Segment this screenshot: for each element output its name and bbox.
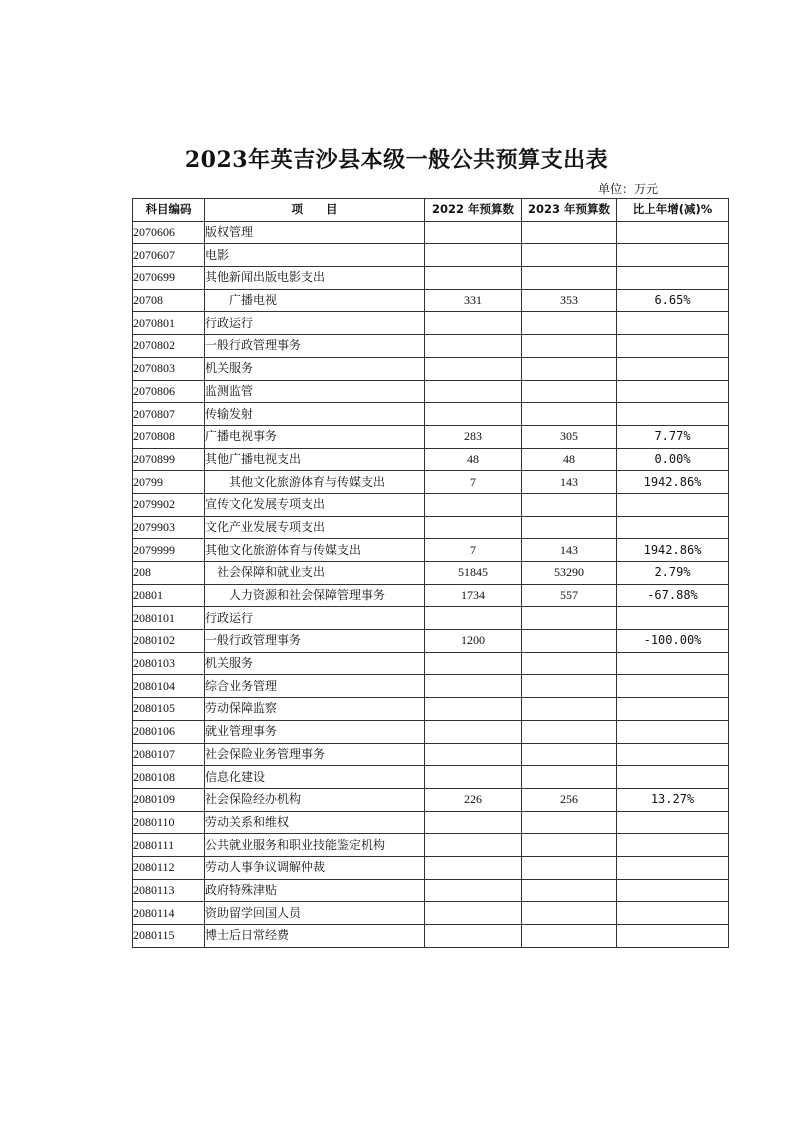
row-budget-2022 [425,335,522,358]
table-row [133,403,729,426]
row-code: 2080101 [133,607,205,630]
row-code: 2080111 [133,834,205,857]
table-row [133,584,729,607]
header-change: 比上年增(减)% [617,199,729,222]
row-budget-2022 [425,879,522,902]
table-row [133,856,729,879]
row-budget-2023 [522,720,617,743]
row-code: 20708 [133,289,205,312]
row-code: 2070801 [133,312,205,335]
row-budget-2023 [522,267,617,290]
row-item-name: 博士后日常经费 [205,925,425,948]
row-change [617,879,729,902]
row-code: 2080103 [133,652,205,675]
row-item-name: 劳动保障监察 [205,698,425,721]
row-item-name: 一般行政管理事务 [205,630,425,653]
row-item-name: 其他文化旅游体育与传媒支出 [205,539,425,562]
row-change: -100.00% [617,630,729,653]
table-row [133,357,729,380]
row-budget-2023 [522,675,617,698]
row-item-name: 监测监管 [205,380,425,403]
row-budget-2023 [522,403,617,426]
row-budget-2023 [522,879,617,902]
table-row [133,448,729,471]
row-budget-2022: 1200 [425,630,522,653]
row-code: 2079999 [133,539,205,562]
row-change [617,244,729,267]
row-change [617,834,729,857]
row-change: 2.79% [617,562,729,585]
row-item-name: 就业管理事务 [205,720,425,743]
row-change [617,720,729,743]
table-row [133,562,729,585]
row-budget-2022 [425,720,522,743]
row-item-name: 电影 [205,244,425,267]
row-budget-2023 [522,493,617,516]
row-budget-2022 [425,516,522,539]
row-change [617,743,729,766]
row-item-name: 劳动人事争议调解仲裁 [205,856,425,879]
row-item-name: 广播电视事务 [205,425,425,448]
table-row [133,289,729,312]
row-budget-2022 [425,357,522,380]
row-change [617,221,729,244]
row-change [617,811,729,834]
row-item-name: 综合业务管理 [205,675,425,698]
table-row [133,834,729,857]
table-row [133,312,729,335]
row-code: 2070806 [133,380,205,403]
row-item-name: 社会保险业务管理事务 [205,743,425,766]
budget-table [132,198,729,948]
row-change [617,493,729,516]
row-code: 2080104 [133,675,205,698]
row-budget-2023 [522,925,617,948]
row-budget-2023 [522,652,617,675]
row-change [617,312,729,335]
page-title: 2023年英吉沙县本级一般公共预算支出表 [184,147,609,173]
table-row [133,539,729,562]
row-change [617,698,729,721]
row-budget-2023 [522,312,617,335]
table-row [133,743,729,766]
row-budget-2022: 51845 [425,562,522,585]
row-item-name: 版权管理 [205,221,425,244]
row-budget-2023 [522,516,617,539]
row-code: 2070699 [133,267,205,290]
row-code: 2080107 [133,743,205,766]
row-item-name: 宣传文化发展专项支出 [205,493,425,516]
table-row [133,902,729,925]
row-item-name: 行政运行 [205,607,425,630]
row-code: 2070606 [133,221,205,244]
table-row [133,788,729,811]
row-item-name: 公共就业服务和职业技能鉴定机构 [205,834,425,857]
row-item-name: 机关服务 [205,357,425,380]
row-budget-2022: 226 [425,788,522,811]
row-code: 208 [133,562,205,585]
table-row [133,380,729,403]
row-change [617,766,729,789]
row-item-name: 资助留学回国人员 [205,902,425,925]
row-item-name: 广播电视 [205,289,425,312]
row-code: 2080112 [133,856,205,879]
table-row [133,925,729,948]
table-row [133,811,729,834]
row-budget-2023: 53290 [522,562,617,585]
row-code: 2079902 [133,493,205,516]
row-budget-2022 [425,244,522,267]
row-code: 2080113 [133,879,205,902]
table-row [133,766,729,789]
row-code: 2080109 [133,788,205,811]
row-budget-2022: 1734 [425,584,522,607]
row-code: 2070899 [133,448,205,471]
row-budget-2022 [425,267,522,290]
row-budget-2023: 143 [522,471,617,494]
row-change: 0.00% [617,448,729,471]
row-change [617,403,729,426]
header-row [133,199,729,222]
row-code: 2080105 [133,698,205,721]
row-change: 1942.86% [617,471,729,494]
row-change [617,607,729,630]
header-code: 科目编码 [133,199,205,222]
row-change [617,380,729,403]
row-item-name: 文化产业发展专项支出 [205,516,425,539]
row-budget-2023 [522,380,617,403]
row-code: 2070803 [133,357,205,380]
row-budget-2023 [522,698,617,721]
row-item-name: 政府特殊津贴 [205,879,425,902]
row-budget-2022 [425,493,522,516]
row-item-name: 社会保障和就业支出 [205,562,425,585]
header-budget-2023: 2023 年预算数 [522,199,617,222]
table-row [133,652,729,675]
row-code: 2080106 [133,720,205,743]
row-budget-2022: 48 [425,448,522,471]
row-budget-2023: 48 [522,448,617,471]
row-change [617,925,729,948]
row-code: 2080110 [133,811,205,834]
row-budget-2022 [425,675,522,698]
row-code: 20799 [133,471,205,494]
table-row [133,675,729,698]
row-change: 6.65% [617,289,729,312]
row-item-name: 其他广播电视支出 [205,448,425,471]
row-change [617,902,729,925]
row-change [617,357,729,380]
table-row [133,471,729,494]
row-budget-2022 [425,607,522,630]
row-change: 1942.86% [617,539,729,562]
row-item-name: 传输发射 [205,403,425,426]
table-row [133,607,729,630]
table-row [133,221,729,244]
row-budget-2023 [522,630,617,653]
row-budget-2023 [522,357,617,380]
table-row [133,267,729,290]
row-budget-2023: 143 [522,539,617,562]
row-budget-2022 [425,766,522,789]
table-row [133,698,729,721]
row-budget-2023 [522,244,617,267]
row-budget-2023 [522,856,617,879]
row-change [617,516,729,539]
row-code: 2070807 [133,403,205,426]
row-code: 20801 [133,584,205,607]
row-code: 2080108 [133,766,205,789]
row-code: 2070808 [133,425,205,448]
row-budget-2022: 7 [425,471,522,494]
row-code: 2070802 [133,335,205,358]
row-budget-2023 [522,902,617,925]
row-item-name: 行政运行 [205,312,425,335]
row-budget-2022 [425,902,522,925]
row-item-name: 机关服务 [205,652,425,675]
row-budget-2022: 283 [425,425,522,448]
row-budget-2023 [522,834,617,857]
row-budget-2022 [425,312,522,335]
row-budget-2022 [425,856,522,879]
row-change: 7.77% [617,425,729,448]
table-row [133,720,729,743]
row-change [617,856,729,879]
table-row [133,425,729,448]
row-change [617,267,729,290]
row-item-name: 人力资源和社会保障管理事务 [205,584,425,607]
row-budget-2023 [522,607,617,630]
row-budget-2023 [522,335,617,358]
row-budget-2023 [522,811,617,834]
row-change: 13.27% [617,788,729,811]
row-change [617,335,729,358]
row-code: 2070607 [133,244,205,267]
row-item-name: 其他文化旅游体育与传媒支出 [205,471,425,494]
table-row [133,630,729,653]
row-budget-2023 [522,221,617,244]
row-budget-2023: 557 [522,584,617,607]
row-budget-2023: 256 [522,788,617,811]
table-body [133,221,729,947]
table-row [133,335,729,358]
row-code: 2080114 [133,902,205,925]
row-budget-2022 [425,652,522,675]
row-budget-2022 [425,743,522,766]
row-budget-2023: 353 [522,289,617,312]
row-budget-2022: 331 [425,289,522,312]
header-budget-2022: 2022 年预算数 [425,199,522,222]
row-budget-2023 [522,743,617,766]
unit-label: 单位：万元 [598,182,659,196]
row-item-name: 一般行政管理事务 [205,335,425,358]
row-code: 2080115 [133,925,205,948]
row-budget-2022 [425,925,522,948]
row-budget-2022 [425,221,522,244]
row-change [617,652,729,675]
row-code: 2079903 [133,516,205,539]
row-budget-2023: 305 [522,425,617,448]
row-budget-2022 [425,811,522,834]
table-row [133,879,729,902]
row-item-name: 信息化建设 [205,766,425,789]
row-change: -67.88% [617,584,729,607]
table-row [133,516,729,539]
row-item-name: 社会保险经办机构 [205,788,425,811]
row-item-name: 其他新闻出版电影支出 [205,267,425,290]
header-item: 项 目 [205,199,425,222]
table-row [133,493,729,516]
row-item-name: 劳动关系和维权 [205,811,425,834]
row-change [617,675,729,698]
row-budget-2022 [425,698,522,721]
row-budget-2022 [425,380,522,403]
row-budget-2023 [522,766,617,789]
table-row [133,244,729,267]
row-budget-2022 [425,403,522,426]
row-code: 2080102 [133,630,205,653]
row-budget-2022: 7 [425,539,522,562]
row-budget-2022 [425,834,522,857]
